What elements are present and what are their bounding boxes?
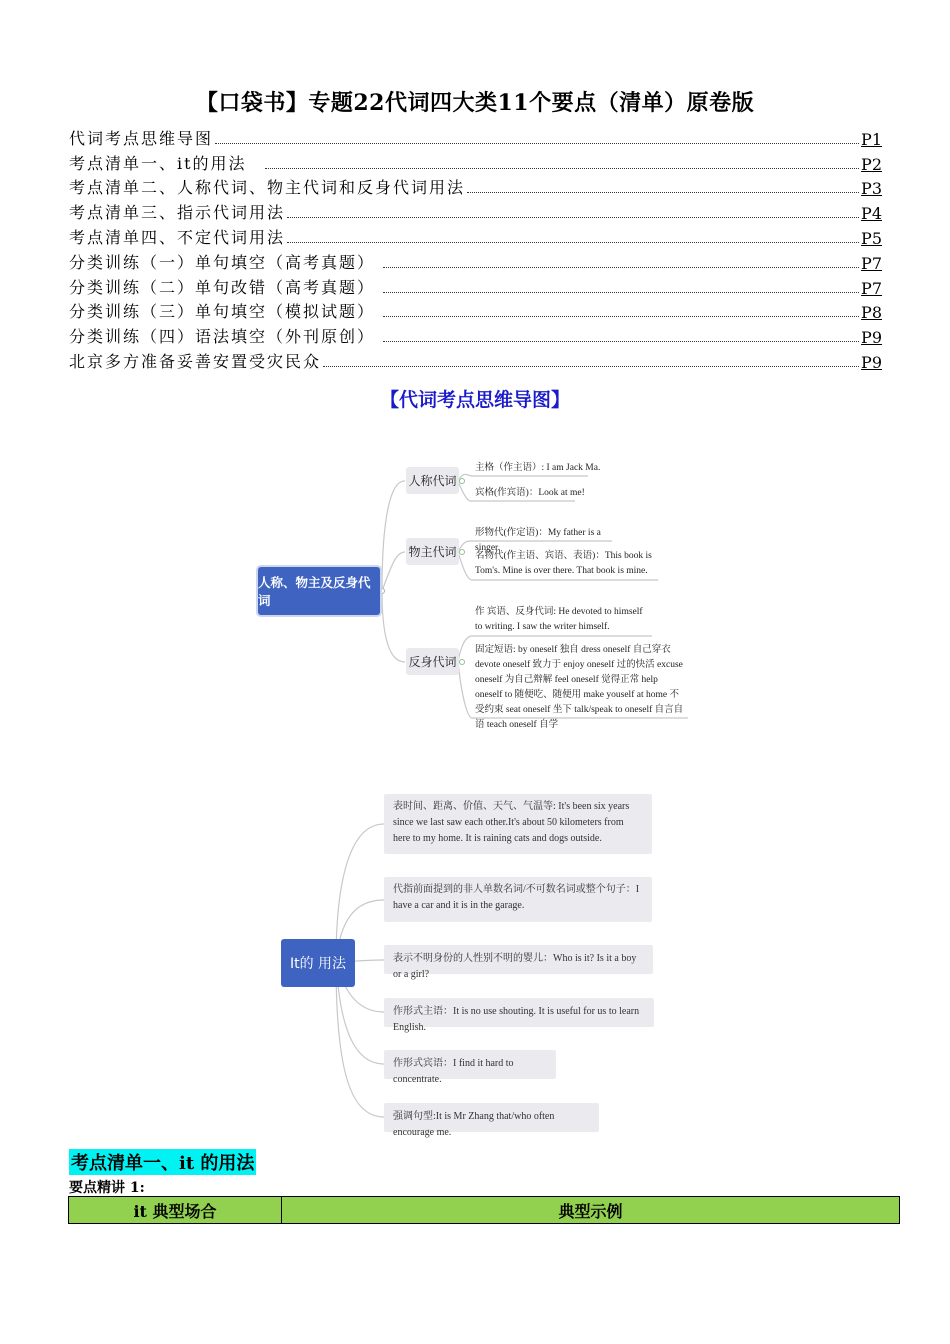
toc-page: P8 xyxy=(861,303,882,323)
node-dot xyxy=(460,479,465,484)
toc-page: P1 xyxy=(861,129,882,149)
connector-line xyxy=(458,662,472,718)
toc-page: P3 xyxy=(861,179,882,199)
mindmap-section-heading: 【代词考点思维导图】 xyxy=(379,389,570,411)
section-subheading: 要点精讲 1: xyxy=(69,1180,145,1196)
mindmap1-branch-personal: 人称代词 xyxy=(406,467,459,494)
mindmap2-item: 表示不明身份的人性别不明的婴儿：Who is it? Is it a boy or a girl? xyxy=(384,945,653,974)
connector-line xyxy=(382,481,405,591)
mindmap2-item: 代指前面提到的非人单数名词/不可数名词或整个句子：I have a car and it is in the garage. xyxy=(384,877,652,922)
toc-page: P7 xyxy=(861,253,882,273)
toc-label: 考点清单二、人称代词、物主代词和反身代词用法 xyxy=(69,178,466,198)
node-dot xyxy=(380,589,385,594)
mindmap2-item: 表时间、距离、价值、天气、气温等: It's been six years since we last saw each other.It's about 50 kilometers from here to my home. It is raining cats and dogs outside. xyxy=(384,794,652,854)
mindmap2-item: 作形式主语：It is no use shouting. It is useful for us to learn English. xyxy=(384,998,654,1027)
mindmap1-leaf: 主格（作主语）: I am Jack Ma. xyxy=(475,463,601,473)
table-header-cell: 典型示例 xyxy=(282,1197,900,1224)
toc-label: 分类训练（三）单句填空（模拟试题） xyxy=(69,302,376,322)
toc-label: 北京多方准备妥善安置受灾民众 xyxy=(69,351,322,371)
connector-line xyxy=(382,591,405,662)
mindmap1-branch-possessive: 物主代词 xyxy=(406,538,459,565)
mindmap1-leaf: 宾格(作宾语)：Look at me! xyxy=(475,488,585,498)
toc-page: P9 xyxy=(861,328,882,348)
it-usage-table xyxy=(68,1196,900,1224)
node-dot xyxy=(460,660,465,665)
toc-page: P9 xyxy=(861,352,882,372)
toc-label: 考点清单一、it的用法 xyxy=(69,153,247,173)
toc-page: P4 xyxy=(861,204,882,224)
toc-page: P2 xyxy=(861,154,882,174)
toc-label: 考点清单四、不定代词用法 xyxy=(69,227,286,247)
mindmap1-center-node: 人称、物主及反身代词 xyxy=(258,567,380,615)
connector-line xyxy=(458,481,472,501)
mindmap1-leaf: 作 宾语、反身代词: He devoted to himself to writing. I saw the writer himself. xyxy=(475,607,643,632)
table-header-row xyxy=(69,1197,900,1224)
connector-line xyxy=(458,636,472,662)
toc-label: 分类训练（二）单句改错（高考真题） xyxy=(69,277,376,297)
connector-line xyxy=(382,552,405,591)
toc-page: P5 xyxy=(861,228,882,248)
mindmap1-branch-reflexive: 反身代词 xyxy=(406,648,459,675)
toc-page: P7 xyxy=(861,278,882,298)
connector-line xyxy=(458,552,472,580)
toc-label: 考点清单三、指示代词用法 xyxy=(69,203,286,223)
document-title: 【口袋书】专题22代词四大类11个要点（清单）原卷版 xyxy=(195,90,755,116)
node-dot xyxy=(460,550,465,555)
toc-label: 分类训练（四）语法填空（外刊原创） xyxy=(69,327,376,347)
mindmap2-item: 强调句型:It is Mr Zhang that/who often encourage me. xyxy=(384,1103,599,1132)
table-header-cell: it 典型场合 xyxy=(69,1197,282,1224)
toc-label: 代词考点思维导图 xyxy=(69,128,214,148)
toc-label: 分类训练（一）单句填空（高考真题） xyxy=(69,252,376,272)
mindmap1-leaf: 形物代(作定语)：My father is a singer. xyxy=(475,528,601,553)
mindmap1-leaf: 名物代(作主语、宾语、表语)：This book is Tom's. Mine is over there. That book is mine. xyxy=(475,551,652,576)
mindmap1-leaf: 固定短语: by oneself 独自 dress oneself 自己穿衣 devote oneself 致力于 enjoy oneself 过的快活 excuse oneself 为自己辩解 feel oneself 觉得正常 help oneself to 随便吃、随便用 make youself at home 不受约束 seat oneself 坐下 talk/speak to oneself 自言自语 teach oneself 自学 xyxy=(475,645,684,730)
mindmap2-item: 作形式宾语：I find it hard to concentrate. xyxy=(384,1050,556,1079)
section-heading-it-usage: 考点清单一、it 的用法 xyxy=(69,1149,256,1175)
mindmap2-center-node: It的 用法 xyxy=(281,939,355,987)
